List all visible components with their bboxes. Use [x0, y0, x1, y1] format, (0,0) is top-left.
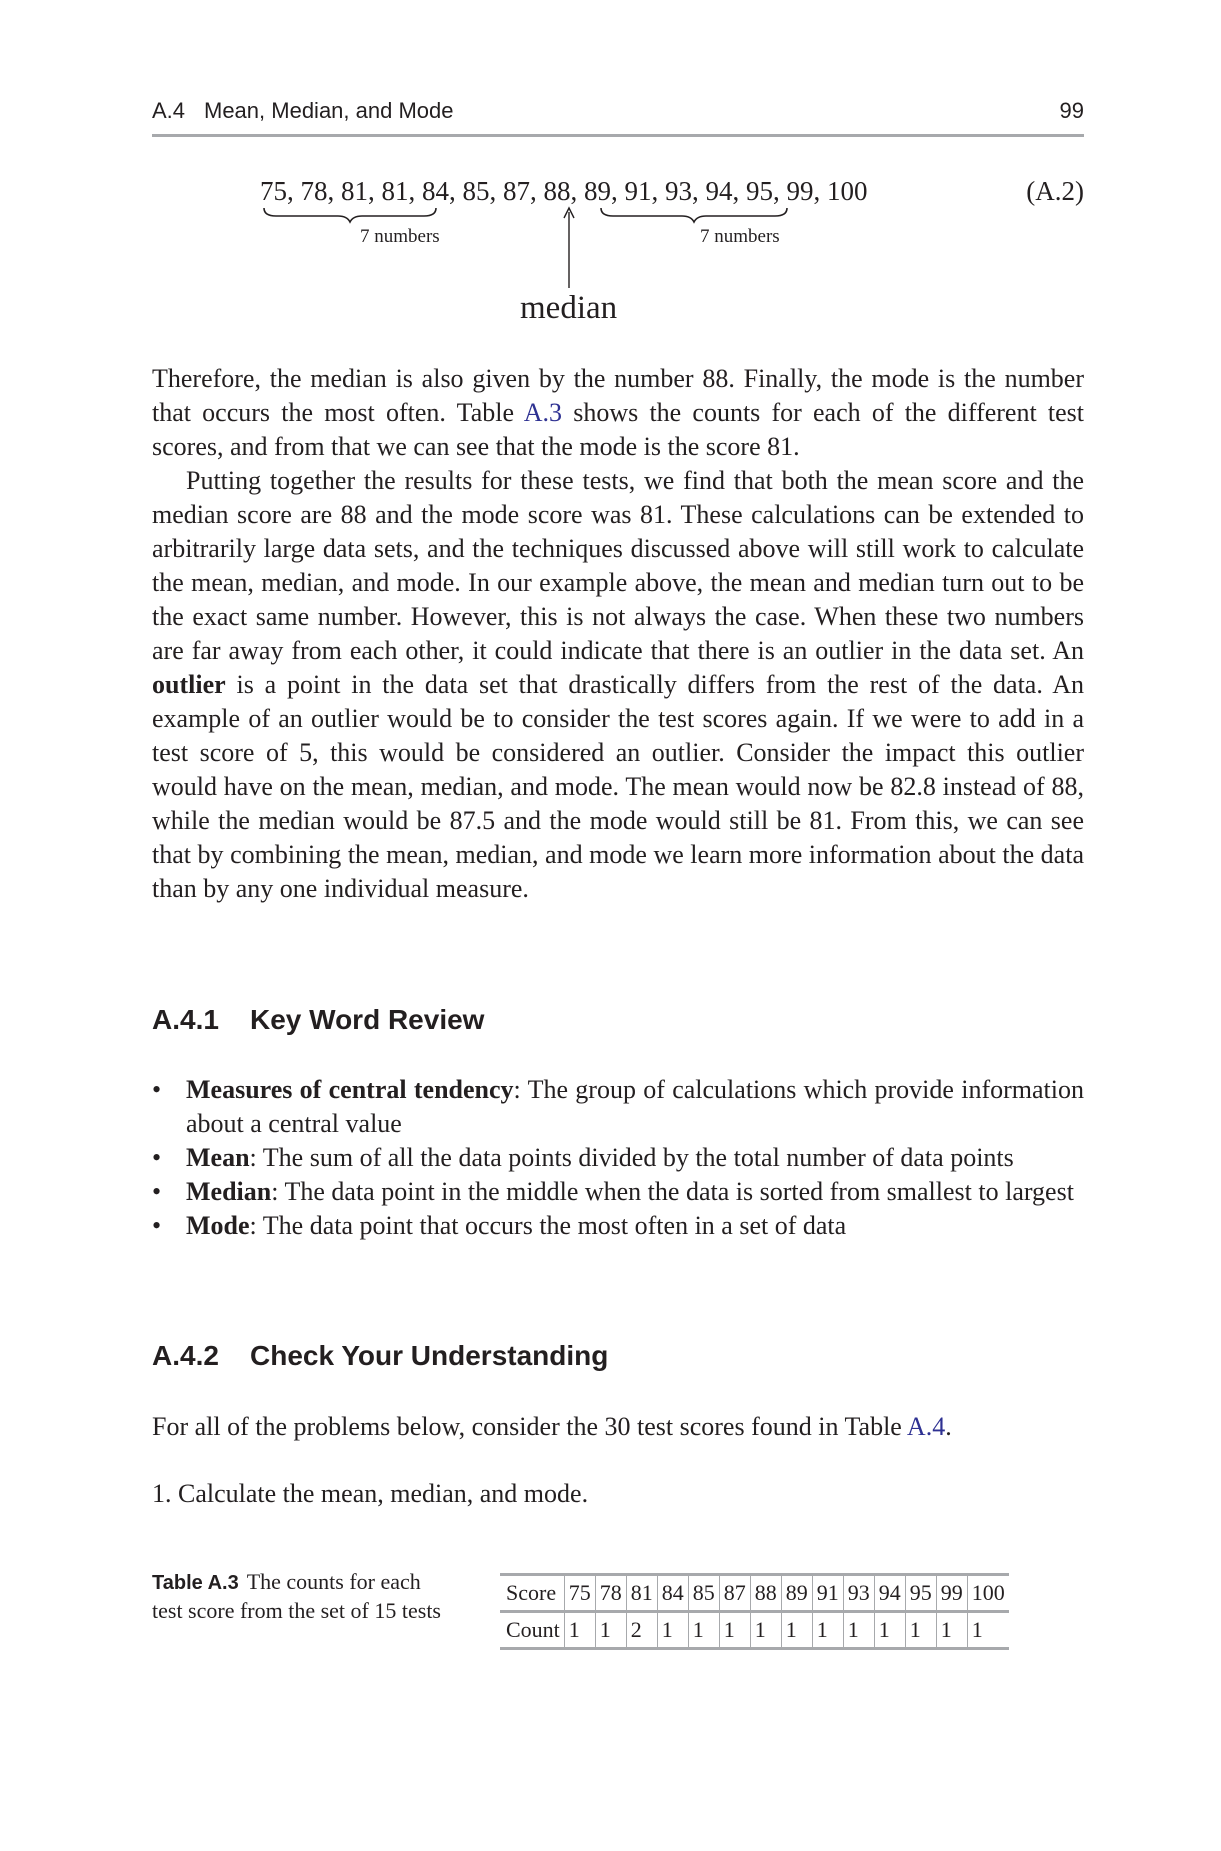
- bullet-icon: •: [152, 1211, 162, 1240]
- section-title: Key Word Review: [250, 1004, 485, 1035]
- list-item: [152, 1073, 1084, 1141]
- score-cell: 95: [905, 1575, 936, 1612]
- running-head: [152, 98, 1084, 128]
- score-cell: 78: [595, 1575, 626, 1612]
- right-underbrace: [601, 208, 787, 222]
- key-definition: : The data point in the middle when the data is sorted from smallest to largest: [271, 1177, 1074, 1206]
- section-number: A.4.2: [152, 1340, 219, 1371]
- equation-sequence: 75, 78, 81, 81, 84, 85, 87, 88, 89, 91, 93, 94, 95, 99, 100: [260, 176, 868, 206]
- list-item: [152, 1175, 1084, 1209]
- count-cell: 1: [874, 1612, 905, 1649]
- row-label: Count: [500, 1612, 564, 1649]
- key-definition: : The data point that occurs the most often in a set of data: [249, 1211, 847, 1240]
- key-definition: : The group of calculations which provide information about a central value: [186, 1075, 1084, 1138]
- problem-1: 1. Calculate the mean, median, and mode.: [152, 1479, 589, 1508]
- right-brace-label: 7 numbers: [700, 226, 780, 247]
- table-a3-link[interactable]: A.3: [523, 398, 563, 427]
- row-label: Score: [500, 1575, 564, 1612]
- running-head-section: A.4: [152, 98, 186, 123]
- check-intro-text-b: .: [945, 1412, 952, 1441]
- key-definition: : The sum of all the data points divided by the total number of data points: [249, 1143, 1014, 1172]
- median-label: median: [520, 290, 618, 326]
- count-cell: 1: [905, 1612, 936, 1649]
- key-term: Measures of central tendency: [186, 1075, 514, 1104]
- table-row-score: [500, 1575, 1009, 1612]
- bullet-icon: •: [152, 1075, 162, 1104]
- score-cell: 88: [750, 1575, 781, 1612]
- equation-a2: [152, 170, 1084, 340]
- table-a4-link[interactable]: A.4: [906, 1412, 946, 1441]
- score-cell: 91: [812, 1575, 843, 1612]
- outlier-term: outlier: [152, 670, 226, 699]
- score-cell: 85: [688, 1575, 719, 1612]
- section-number: A.4.1: [152, 1004, 219, 1035]
- key-term: Mode: [186, 1211, 250, 1240]
- paragraph1-text-b: shows the counts for each of the different test scores, and from that we can see that the mode is the score 81.: [152, 398, 1085, 461]
- count-cell: 1: [967, 1612, 1009, 1649]
- paragraph2-text-a: Putting together the results for these tests, we find that both the mean score and the median score are 88 and the mode score was 81. These calculations can be extended to arbitrarily large data sets, and the techniques discussed above will still work to calculate the mean, median, and mode. In our example above, the mean and median turn out to be the exact same number. However, this is not always the case. When these two numbers are far away from each other, it could indicate that there is an outlier in the data set. An: [152, 466, 1084, 665]
- running-head-title: Mean, Median, and Mode: [204, 98, 454, 123]
- paragraph2-text-b: is a point in the data set that drastically differs from the rest of the data. An example of an outlier would be to consider the test scores again. If we were to add in a test score of 5, this would be considered an outlier. Consider the impact this outlier would have on the mean, median, and mode. The mean would now be 82.8 instead of 88, while the median would be 87.5 and the mode would still be 81. From this, we can see that by combining the mean, median, and mode we learn more information about the data than by any one individual measure.: [152, 670, 1084, 903]
- bullet-icon: •: [152, 1177, 162, 1206]
- score-cell: 84: [657, 1575, 688, 1612]
- score-cell: 99: [936, 1575, 967, 1612]
- equation-number: (A.2): [1026, 176, 1084, 206]
- section-heading-key-word-review: [152, 1004, 484, 1036]
- score-cell: 93: [843, 1575, 874, 1612]
- key-word-list: [152, 1073, 1084, 1243]
- count-cell: 1: [843, 1612, 874, 1649]
- score-cell: 94: [874, 1575, 905, 1612]
- score-cell: 89: [781, 1575, 812, 1612]
- table-a3-caption: [152, 1568, 452, 1625]
- count-cell: 1: [750, 1612, 781, 1649]
- key-term: Mean: [186, 1143, 250, 1172]
- count-cell: 1: [657, 1612, 688, 1649]
- score-cell: 100: [967, 1575, 1009, 1612]
- list-item: [152, 1141, 1084, 1175]
- equation-braces: [152, 170, 1084, 340]
- page-number: 99: [1059, 98, 1084, 123]
- check-intro-text-a: For all of the problems below, consider the 30 test scores found in Table: [152, 1412, 907, 1441]
- left-underbrace: [264, 208, 436, 222]
- count-cell: 1: [595, 1612, 626, 1649]
- count-cell: 1: [781, 1612, 812, 1649]
- table-a3: [500, 1573, 1009, 1650]
- left-brace-label: 7 numbers: [360, 226, 440, 247]
- bullet-icon: •: [152, 1143, 162, 1172]
- count-cell: 1: [564, 1612, 595, 1649]
- check-intro: [152, 1410, 1084, 1444]
- count-cell: 2: [626, 1612, 657, 1649]
- paragraph-median-mode: [152, 362, 1084, 464]
- section-heading-check-your-understanding: [152, 1340, 608, 1372]
- score-cell: 87: [719, 1575, 750, 1612]
- count-cell: 1: [936, 1612, 967, 1649]
- table-caption-text: The counts for each test score from the set of 15 tests: [152, 1569, 441, 1623]
- count-cell: 1: [812, 1612, 843, 1649]
- table-row-count: [500, 1612, 1009, 1649]
- paragraph-outlier: [152, 464, 1084, 906]
- header-rule: [152, 134, 1084, 137]
- count-cell: 1: [688, 1612, 719, 1649]
- section-title: Check Your Understanding: [250, 1340, 609, 1371]
- count-cell: 1: [719, 1612, 750, 1649]
- paragraph1-text-a: Therefore, the median is also given by the number 88. Finally, the mode is the number that occurs the most often. Table: [152, 364, 1084, 427]
- score-cell: 81: [626, 1575, 657, 1612]
- list-item: [152, 1209, 1084, 1243]
- score-cell: 75: [564, 1575, 595, 1612]
- key-term: Median: [186, 1177, 272, 1206]
- table-label: Table A.3: [152, 1572, 239, 1594]
